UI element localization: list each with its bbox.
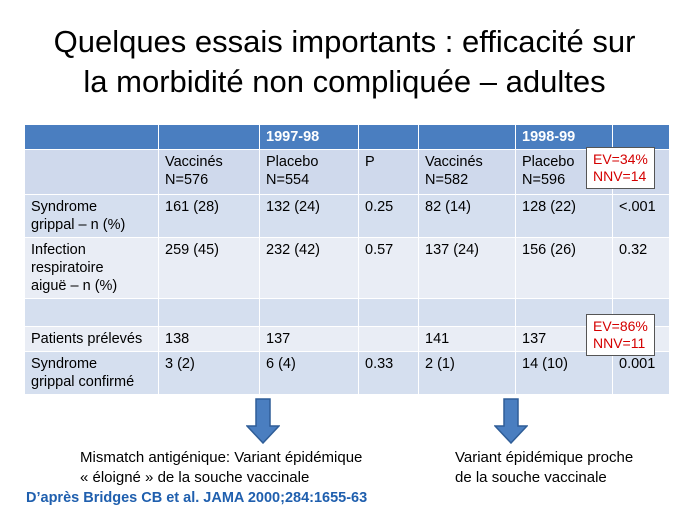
cell-line: Placebo	[522, 154, 575, 170]
row-label	[25, 352, 159, 395]
subheader-cell	[25, 150, 159, 195]
table-cell: 6 (4)	[260, 352, 359, 395]
cell-line: grippal – n (%)	[31, 217, 126, 233]
table-cell	[359, 327, 419, 352]
table-cell: 128 (22)	[516, 195, 613, 238]
note-match	[455, 448, 633, 488]
cell-line: Placebo	[266, 154, 319, 170]
table-cell: 3 (2)	[159, 352, 260, 395]
cell-line: aiguë – n (%)	[31, 278, 118, 294]
table-cell: 0.25	[359, 195, 419, 238]
title-line-2: la morbidité non compliquée – adultes	[83, 64, 606, 99]
note-line: Mismatch antigénique: Variant épidémique	[80, 449, 363, 466]
table-cell: 137 (24)	[419, 238, 516, 299]
header-cell	[419, 125, 516, 150]
subheader-vaccines-98	[419, 150, 516, 195]
row-label	[25, 238, 159, 299]
cell-line: N=576	[165, 172, 209, 188]
table-cell: 259 (45)	[159, 238, 260, 299]
table-cell	[159, 299, 260, 327]
table-cell: 0.57	[359, 238, 419, 299]
slide-title	[0, 22, 689, 102]
note-line: de la souche vaccinale	[455, 469, 607, 486]
table-cell: 232 (42)	[260, 238, 359, 299]
results-table	[24, 124, 670, 395]
title-line-1: Quelques essais importants : efficacité sur	[53, 24, 636, 59]
header-cell	[613, 125, 670, 150]
table-row	[25, 238, 670, 299]
efficacy-box-bottom	[586, 314, 655, 356]
table-cell: 156 (26)	[516, 238, 613, 299]
table-header-row	[25, 125, 670, 150]
box-line: NNV=11	[593, 335, 646, 351]
cell-line: Syndrome	[31, 199, 98, 215]
row-label	[25, 299, 159, 327]
table-cell: <.001	[613, 195, 670, 238]
cell-line: N=554	[266, 172, 310, 188]
header-cell-season-2: 1998-99	[516, 125, 613, 150]
note-line: « éloigné » de la souche vaccinale	[80, 469, 310, 486]
cell-line: Vaccinés	[165, 154, 223, 170]
down-arrow-left-icon	[246, 398, 280, 444]
row-label	[25, 195, 159, 238]
table-row-empty	[25, 299, 670, 327]
table-cell: 137	[516, 327, 613, 352]
header-cell-season-1: 1997-98	[260, 125, 359, 150]
table-cell	[260, 299, 359, 327]
cell-line: N=596	[522, 172, 566, 188]
table-cell: 132 (24)	[260, 195, 359, 238]
table-row	[25, 327, 670, 352]
box-line: NNV=14	[593, 168, 647, 184]
table-cell: 0.33	[359, 352, 419, 395]
table-cell: 141	[419, 327, 516, 352]
header-cell	[359, 125, 419, 150]
subheader-vaccines-97	[159, 150, 260, 195]
box-line: EV=86%	[593, 318, 648, 334]
subheader-placebo-97	[260, 150, 359, 195]
cell-line: N=582	[425, 172, 469, 188]
table-cell	[359, 299, 419, 327]
table-cell: 138	[159, 327, 260, 352]
subheader-p: P	[359, 150, 419, 195]
header-cell	[25, 125, 159, 150]
table-cell	[419, 299, 516, 327]
cell-line: respiratoire	[31, 260, 104, 276]
note-line: Variant épidémique proche	[455, 449, 634, 466]
cell-line: grippal confirmé	[31, 374, 135, 390]
table-cell: 137	[260, 327, 359, 352]
table-cell: 161 (28)	[159, 195, 260, 238]
box-line: EV=34%	[593, 151, 648, 167]
cell-line: Vaccinés	[425, 154, 483, 170]
reference-citation: D’après Bridges CB et al. JAMA 2000;284:1655-63	[26, 490, 368, 506]
table-cell: 2 (1)	[419, 352, 516, 395]
header-cell	[159, 125, 260, 150]
table-cell: 82 (14)	[419, 195, 516, 238]
cell-line: Syndrome	[31, 356, 98, 372]
table-row	[25, 352, 670, 395]
table-cell: 0.001	[613, 352, 670, 395]
table-row	[25, 195, 670, 238]
table-cell: 0.32	[613, 238, 670, 299]
efficacy-box-top	[586, 147, 655, 189]
cell-line: Infection	[31, 242, 86, 258]
table-subheader-row	[25, 150, 670, 195]
row-label: Patients prélevés	[25, 327, 159, 352]
down-arrow-right-icon	[494, 398, 528, 444]
note-mismatch	[80, 448, 362, 488]
table-cell: 14 (10)	[516, 352, 613, 395]
